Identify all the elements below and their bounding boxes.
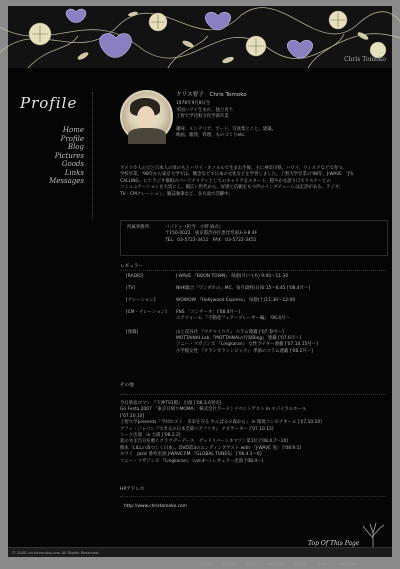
regular-value: FNS 「コンチータ」['08.4月～]	[176, 310, 240, 315]
page-frame	[8, 6, 392, 566]
history-line: ['07.10.10]	[120, 413, 145, 419]
regular-value: エアウォーム 『不動産フェアープレーヤー編』 '06.4月～	[176, 316, 290, 322]
main-nav	[18, 126, 84, 186]
footer-link-messages[interactable]: messages	[338, 561, 358, 566]
contact-line: パパドゥ（担当：小野 麻衣）	[165, 225, 224, 230]
footer-nav	[200, 550, 365, 569]
footer-link-goods[interactable]: goods	[294, 561, 307, 566]
regular-value: WOWOW 『Hollywood Express』 毎週(土)11:30～12:00	[176, 298, 296, 303]
nav-item-blog[interactable]: Blog	[67, 143, 84, 151]
homepage-section-title: HPアドレス	[120, 487, 145, 492]
regular-value: ソニー・マガジンズ 『Lingkaran』 女性ライター連載 ['07.10.15号～]	[176, 342, 318, 348]
history-line: ホワイ Jazzi 番外出演 J-WAVE FM 『GLOBAL TUNES』 ['08.4.1～6]	[120, 452, 262, 458]
list-item	[120, 286, 386, 298]
divider	[120, 394, 386, 395]
regular-key: [TV]	[126, 286, 136, 291]
profile-detail: 映画、雑貨、料理、ものづくりetc.	[176, 133, 246, 139]
regular-value: 小学館女性 『クラシカラシンピック』 季節のコラム連載 ['08.2月～]	[176, 348, 313, 354]
history-line: ソニー・マガジンズ 『Lingkaran』 (vol.4～) レギュラー出演 ['08.4～]	[120, 458, 264, 464]
regular-key: [CM・ナレーション]	[126, 310, 167, 315]
nav-item-links[interactable]: Links	[64, 168, 84, 177]
profile-detail: 米国ハワイ生まれ、独立育ち	[176, 107, 234, 113]
history-line: トーク出演 in 大阪 ['08.2.2]	[120, 433, 181, 439]
regular-value: NHK総合『ワンダホの』MC、毎月最終(日)6:15～6:45 ['08.4月～]	[176, 286, 311, 291]
homepage-link-wrap	[124, 504, 187, 510]
list-item	[120, 298, 386, 310]
list-item	[120, 274, 386, 286]
profile-name: クリス智子 Chris Tomoko	[176, 92, 247, 98]
copyright: © 2008 christomoko.com All Rights Reserved.	[12, 550, 100, 555]
regular-key: [RADIO]	[126, 274, 144, 279]
site-logo[interactable]: Profile	[20, 94, 78, 112]
history-line: Go Festa 2007 「東京日帰りMOMA」 株式会社ラーメンイベントゲスト in スパイラルホール	[120, 407, 307, 413]
back-to-top-link[interactable]: Top Of This Page	[308, 540, 360, 547]
profile-detail: 1976年9月8日生	[176, 101, 211, 107]
footer-link-pictures[interactable]: pictures	[267, 561, 283, 566]
profile-detail: 趣味：インテリア、アート、写真集とこと、建築。	[176, 127, 277, 133]
nav-item-home[interactable]: Home	[62, 126, 84, 134]
bio-line: コミュニケーションを大切にし、幅広い世代から、好感と信頼をもつ声のインタビューには定評がある。ラジオ、	[120, 185, 344, 191]
footer-link-profile[interactable]: profile	[222, 561, 235, 566]
header-banner	[8, 6, 392, 68]
bio-line: TV・CMナレーション、雑誌執筆など、多方面で活躍中。	[120, 191, 233, 197]
tree-icon	[358, 518, 388, 548]
floral-pattern	[8, 6, 392, 68]
profile-bio	[120, 166, 382, 198]
list-item	[120, 310, 386, 330]
history-section-title: その他	[120, 383, 134, 388]
contact-line: TEL：03-5722-3411 FAX：03-5722-3451	[165, 237, 257, 243]
history-line: 窓のまま自分を磨くクラウデーデース グッドリバーシネマソン第1位 ['08.4.7～10]	[120, 439, 288, 445]
history-line: アフィ・ジャパン『できるの日本全部へアフリカ』 ナビゲーター ['07.10.15]	[120, 426, 274, 432]
contact-box	[120, 220, 388, 256]
history-line: 熊本「LILLの森つしく日本」、DVD第3のエンディングゲスト with 『J-WAVE 実』 ['08.9.1]	[120, 445, 302, 451]
contact-line: 〒150-0022 東京都渋谷区恵比寿南3-3-8 4F	[165, 231, 258, 237]
homepage-link[interactable]: http://www.christomoko.com	[124, 504, 187, 509]
footer-link-links[interactable]: links	[318, 561, 327, 566]
divider	[120, 496, 386, 497]
bio-line: アメリカ人の父と日本人の母のもとハワイ・ホノルルで生まれ生後、主に神奈川県、ハワイ、ウィスクなどで育つ。	[120, 166, 347, 171]
nav-item-messages[interactable]: Messages	[49, 177, 84, 185]
regular-value: 山と渓谷社 『マナマイコワ』 コラム連載 ['07.春号～]	[176, 330, 284, 335]
contact-label: 所属事務所：	[127, 225, 154, 230]
footer-link-home[interactable]: home	[200, 561, 211, 566]
regular-section-title: レギュラー	[120, 264, 143, 269]
nav-item-pictures[interactable]: Pictures	[54, 151, 84, 160]
bio-line: 学校卒業、'98年から東京大学では、概念などで日本の文化などを学習しました。上智大学卒業の'98年、J-WAVE 「J'S	[120, 172, 353, 178]
history-line: 上智大学presents「今回ホスト 未来を守る やんばるの森から」 in 環境コンビナオール ['07.10.10]	[120, 420, 322, 426]
nav-item-goods[interactable]: Goods	[61, 160, 84, 168]
regular-key: [連載]	[126, 330, 139, 335]
profile-photo	[120, 90, 173, 143]
nav-item-profile[interactable]: Profile	[60, 134, 84, 143]
regular-key: [ナレーション]	[126, 298, 156, 303]
profile-detail: 上智大学比較文化学部卒業	[176, 114, 229, 120]
bio-line: CALLING」にてラジオ番組のパーソナリティとしてのキャリアをスタート。穏やかな語り口でリスナーとの	[120, 178, 331, 184]
regular-value: MOTTAINAI Lab 『MOTTAINAIの付録Blog』 連載 ['07.6月～]	[176, 336, 302, 342]
list-item	[120, 330, 386, 360]
regular-value: J-WAVE 『BOON TOWN』 毎週(月)～(木) 9:00～11:30	[176, 274, 289, 279]
history-list	[120, 401, 386, 465]
regular-list	[120, 274, 386, 360]
footer	[8, 547, 392, 566]
footer-link-blog[interactable]: blog	[246, 561, 256, 566]
sidebar-divider	[92, 92, 93, 220]
divider	[120, 270, 386, 271]
banner-caption: Chris Tomoko	[344, 56, 386, 63]
history-line: 今日新宿ロマン 『天神TS1館』 出演 ['08.3.6発売]	[120, 401, 222, 406]
profile-info	[176, 92, 376, 140]
